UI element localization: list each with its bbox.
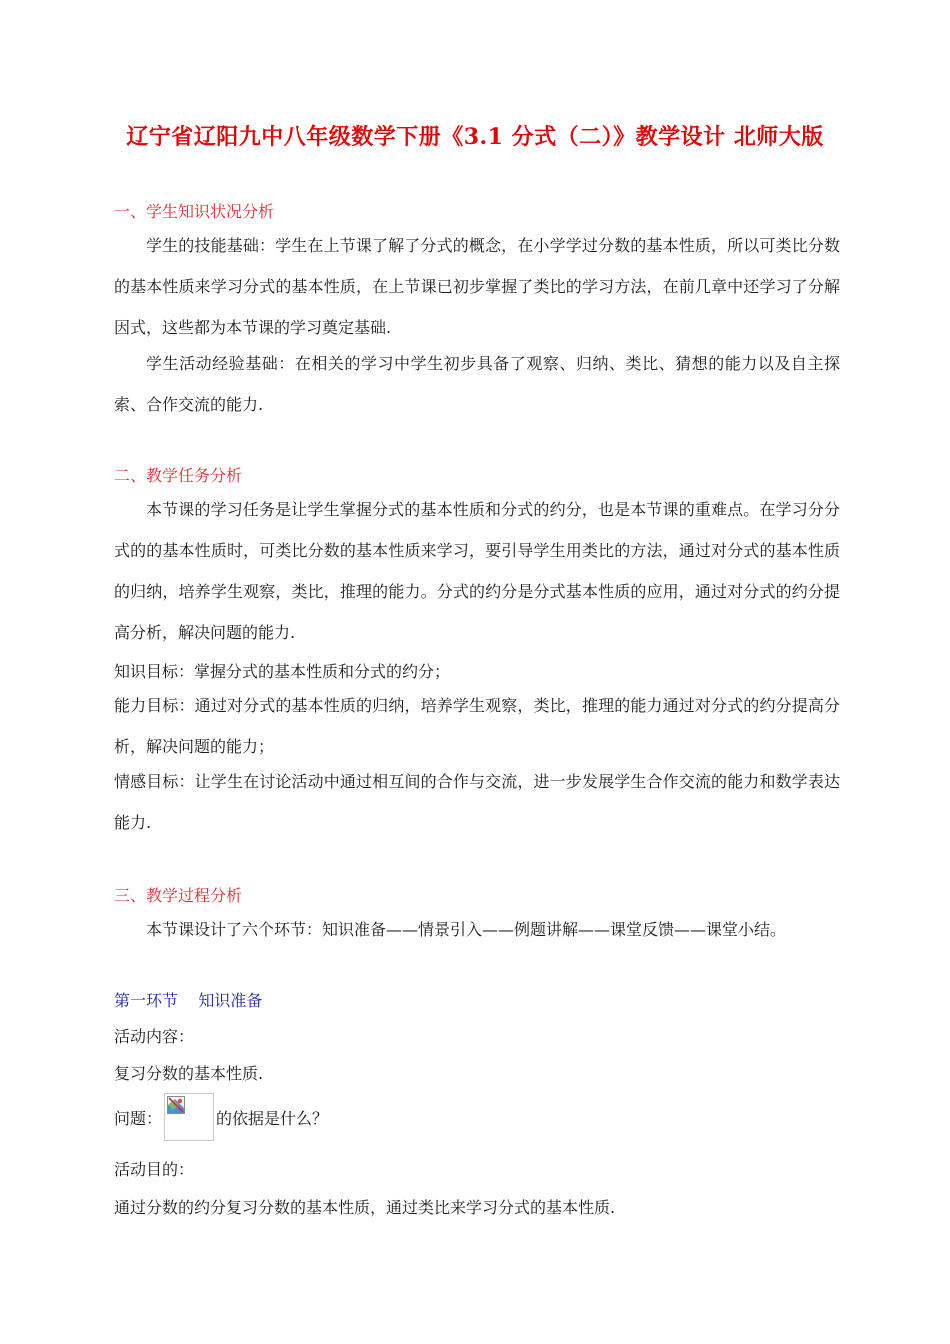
section-heading-task-analysis: 二、教学任务分析	[114, 466, 243, 485]
activity-goal-text: 通过分数的约分复习分数的基本性质，通过类比来学习分式的基本性质.	[114, 1198, 616, 1217]
activity-goal-label: 活动目的：	[114, 1160, 195, 1179]
part-heading-knowledge-preparation: 第一环节 知识准备	[114, 991, 263, 1010]
activity-content-label: 活动内容：	[114, 1027, 195, 1046]
document-title: 辽宁省辽阳九中八年级数学下册《3.1 分式（二）》教学设计 北师大版	[126, 124, 824, 150]
section-heading-student-analysis: 一、学生知识状况分析	[114, 202, 275, 221]
question-row	[114, 1092, 328, 1142]
fraction-image-placeholder	[164, 1093, 214, 1141]
goal-knowledge: 知识目标：掌握分式的基本性质和分式的约分；	[114, 662, 451, 681]
question-prefix: 问题：	[114, 1108, 163, 1128]
paragraph-experience-basis: 学生活动经验基础：在相关的学习中学生初步具备了观察、归纳、类比、猜想的能力以及自主探索、合作交流的能力.	[114, 354, 840, 414]
question-suffix: 的依据是什么？	[216, 1108, 329, 1128]
broken-image-icon	[167, 1096, 185, 1114]
goal-ability: 能力目标：通过对分式的基本性质的归纳，培养学生观察，类比，推理的能力通过对分式的约分提高分析，解决问题的能力；	[114, 696, 840, 756]
paragraph-process-overview: 本节课设计了六个环节：知识准备——情景引入——例题讲解——课堂反馈——课堂小结。	[146, 920, 787, 939]
activity-content-text: 复习分数的基本性质.	[114, 1064, 264, 1083]
paragraph-skill-basis: 学生的技能基础：学生在上节课了解了分式的概念，在小学学过分数的基本性质，所以可类比分数的基本性质来学习分式的基本性质，在上节课已初步掌握了类比的学习方法，在前几章中还学习了分解因式，这些都为本节课的学习奠定基础.	[114, 236, 840, 337]
goal-emotion: 情感目标：让学生在讨论活动中通过相互间的合作与交流，进一步发展学生合作交流的能力和数学表达能力.	[114, 772, 840, 832]
paragraph-task-description: 本节课的学习任务是让学生掌握分式的基本性质和分式的约分，也是本节课的重难点。在学习分分式的的基本性质时，可类比分数的基本性质来学习，要引导学生用类比的方法，通过对分式的基本性质的归纳，培养学生观察，类比，推理的能力。分式的约分是分式基本性质的应用，通过对分式的约分提高分析，解决问题的能力.	[114, 500, 840, 642]
section-heading-process-analysis: 三、教学过程分析	[114, 886, 243, 905]
